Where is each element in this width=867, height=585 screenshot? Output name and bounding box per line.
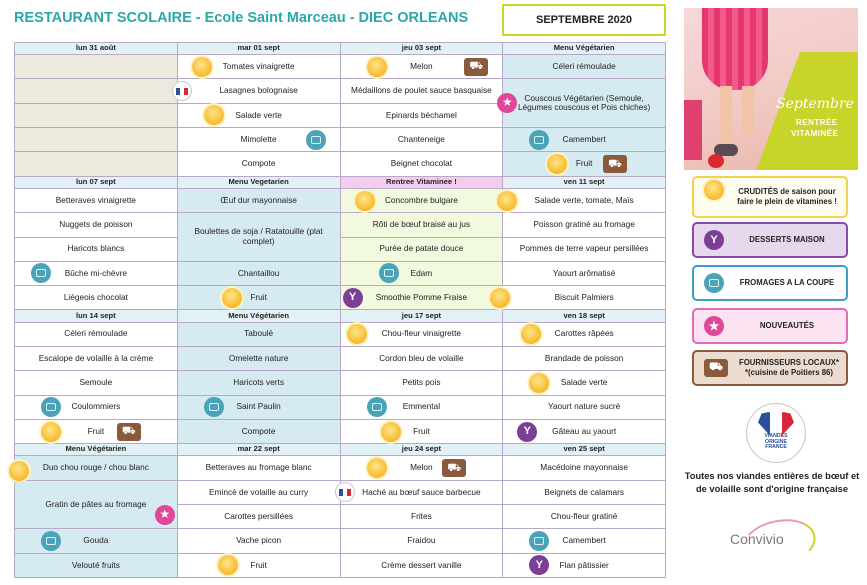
menu-item: Petits pois bbox=[402, 377, 441, 388]
menu-cell bbox=[340, 322, 503, 346]
menu-item: Carottes râpées bbox=[554, 328, 614, 339]
menu-item: Brandade de poisson bbox=[544, 352, 624, 363]
sun-icon bbox=[497, 191, 517, 211]
menu-item: Gâteau au yaourt bbox=[552, 425, 617, 436]
menu-item: Omelette nature bbox=[228, 352, 289, 363]
menu-cell bbox=[340, 419, 503, 443]
menu-item: Couscous Végétarien (Semoule, Légumes couscous et Pois chiches) bbox=[517, 92, 651, 113]
promo-bag bbox=[684, 100, 702, 160]
menu-item: Céleri rémoulade bbox=[552, 61, 616, 72]
menu-cell bbox=[503, 286, 666, 310]
legend-label: FROMAGES A LA COUPE bbox=[739, 278, 835, 288]
menu-item: Tomates vinaigrette bbox=[222, 61, 295, 72]
menu-item: Betteraves vinaigrette bbox=[55, 194, 136, 205]
cheese-icon bbox=[379, 263, 399, 283]
menu-cell bbox=[15, 480, 178, 529]
menu-row bbox=[15, 371, 666, 395]
menu-item: Haricots blancs bbox=[67, 243, 125, 254]
legend-line: FOURNISSEURS LOCAUX* bbox=[738, 358, 840, 368]
menu-cell bbox=[340, 371, 503, 395]
day-header: mar 22 sept bbox=[177, 444, 340, 456]
menu-cell bbox=[177, 371, 340, 395]
menu-cell bbox=[177, 504, 340, 528]
menu-item: Gratin de pâtes au fromage bbox=[45, 498, 147, 509]
viandes-france-logo bbox=[746, 403, 806, 463]
menu-item: Taboulé bbox=[244, 328, 274, 339]
menu-item: Biscuit Palmiers bbox=[554, 292, 614, 303]
menu-cell bbox=[340, 237, 503, 261]
promo-leg bbox=[742, 86, 754, 138]
menu-cell bbox=[177, 79, 340, 103]
day-header: jeu 03 sept bbox=[340, 43, 503, 55]
page-title: RESTAURANT SCOLAIRE - Ecole Saint Marceau - DIEC ORLEANS bbox=[14, 10, 469, 26]
menu-row bbox=[15, 128, 666, 152]
star-icon: ★ bbox=[155, 505, 175, 525]
tractor-icon: ⛟ bbox=[442, 459, 466, 477]
menu-cell bbox=[177, 322, 340, 346]
menu-cell bbox=[177, 395, 340, 419]
menu-item: Rôti de bœuf braisé au jus bbox=[372, 219, 471, 230]
menu-item: Médaillons de poulet sauce basquaise bbox=[351, 85, 492, 96]
menu-item: Poisson gratiné au fromage bbox=[533, 219, 635, 230]
tractor-icon: ⛟ bbox=[117, 423, 141, 441]
menu-cell bbox=[340, 213, 503, 237]
dessert-icon: Y bbox=[343, 288, 363, 308]
menu-cell bbox=[503, 237, 666, 261]
menu-item: Lasagnes bolognaise bbox=[219, 85, 298, 96]
tractor-icon: ⛟ bbox=[704, 359, 728, 377]
cheese-icon bbox=[41, 397, 61, 417]
legend-nouveautes bbox=[692, 308, 848, 344]
menu-row bbox=[15, 237, 666, 261]
week-3-header-row bbox=[15, 310, 666, 322]
menu-item: Fruit bbox=[250, 559, 267, 570]
menu-cell bbox=[503, 395, 666, 419]
menu-item: Escalope de volaille à la crème bbox=[38, 352, 154, 363]
legend-fournisseurs bbox=[692, 350, 848, 386]
menu-cell bbox=[503, 213, 666, 237]
menu-item: Betteraves au fromage blanc bbox=[205, 462, 312, 473]
menu-cell bbox=[503, 529, 666, 553]
menu-item: Boulettes de soja / Ratatouille (plat complet) bbox=[194, 226, 323, 246]
menu-item: Duo chou rouge / chou blanc bbox=[42, 462, 149, 473]
menu-cell bbox=[177, 456, 340, 480]
origin-note-line: de volaille sont d'origine française bbox=[695, 483, 849, 494]
menu-cell bbox=[177, 419, 340, 443]
menu-row bbox=[15, 419, 666, 443]
menu-item: Vache picon bbox=[236, 535, 282, 546]
menu-cell bbox=[503, 188, 666, 212]
sun-icon bbox=[381, 422, 401, 442]
sun-icon bbox=[222, 288, 242, 308]
menu-cell bbox=[15, 213, 178, 237]
menu-cell bbox=[340, 504, 503, 528]
sun-icon bbox=[204, 105, 224, 125]
menu-item: Fraidou bbox=[407, 535, 436, 546]
menu-item: Salade verte bbox=[235, 109, 282, 120]
menu-grid bbox=[14, 42, 666, 578]
menu-cell bbox=[503, 322, 666, 346]
star-icon: ★ bbox=[497, 93, 517, 113]
menu-row bbox=[15, 55, 666, 79]
menu-item: Beignet chocolat bbox=[390, 158, 453, 169]
day-header: jeu 24 sept bbox=[340, 444, 503, 456]
menu-cell bbox=[340, 79, 503, 103]
menu-item: Velouté fruits bbox=[71, 559, 120, 570]
cheese-icon bbox=[529, 531, 549, 551]
menu-item: Salade verte, tomate, Maïs bbox=[534, 194, 634, 205]
cheese-icon bbox=[31, 263, 51, 283]
day-header: ven 11 sept bbox=[503, 176, 666, 188]
menu-row bbox=[15, 480, 666, 504]
menu-cell bbox=[340, 286, 503, 310]
menu-cell bbox=[340, 152, 503, 176]
menu-item: Beignets de calamars bbox=[544, 486, 625, 497]
day-header: Menu Végétarien bbox=[177, 310, 340, 322]
menu-item: Fruit bbox=[87, 425, 105, 436]
french-meat-icon bbox=[172, 81, 192, 101]
menu-item: Céleri rémoulade bbox=[64, 328, 128, 339]
menu-item: Melon bbox=[410, 462, 433, 473]
day-header: Menu Végétarien bbox=[503, 43, 666, 55]
menu-cell bbox=[177, 188, 340, 212]
day-header: jeu 17 sept bbox=[340, 310, 503, 322]
menu-cell bbox=[177, 213, 340, 262]
menu-cell bbox=[340, 395, 503, 419]
origin-note bbox=[672, 470, 867, 495]
menu-item: Semoule bbox=[79, 377, 113, 388]
menu-row bbox=[15, 346, 666, 370]
menu-row bbox=[15, 322, 666, 346]
menu-item: Œuf dur mayonnaise bbox=[220, 194, 297, 205]
sun-icon bbox=[547, 154, 567, 174]
menu-item: Gouda bbox=[83, 535, 109, 546]
cheese-icon bbox=[367, 397, 387, 417]
menu-cell bbox=[177, 152, 340, 176]
menu-cell bbox=[15, 419, 178, 443]
menu-cell bbox=[340, 103, 503, 127]
menu-row bbox=[15, 529, 666, 553]
sun-icon bbox=[704, 180, 724, 200]
legend-desserts bbox=[692, 222, 848, 258]
sun-icon bbox=[367, 458, 387, 478]
day-header: ven 25 sept bbox=[503, 444, 666, 456]
menu-cell bbox=[503, 261, 666, 285]
dessert-icon: Y bbox=[517, 422, 537, 442]
cheese-icon bbox=[204, 397, 224, 417]
menu-item: Flan pâtissier bbox=[559, 559, 609, 570]
dessert-icon: Y bbox=[529, 555, 549, 575]
promo-month: Septembre bbox=[776, 96, 854, 112]
menu-cell bbox=[340, 529, 503, 553]
menu-row bbox=[15, 188, 666, 212]
menu-cell bbox=[340, 261, 503, 285]
menu-cell bbox=[177, 55, 340, 79]
menu-cell-empty bbox=[15, 79, 178, 103]
menu-cell-empty bbox=[15, 152, 178, 176]
menu-item: Purée de patate douce bbox=[379, 243, 464, 254]
menu-cell bbox=[340, 346, 503, 370]
menu-item: Carottes persillées bbox=[224, 510, 293, 521]
cheese-icon bbox=[529, 130, 549, 150]
menu-cell-empty bbox=[15, 55, 178, 79]
menu-row bbox=[15, 395, 666, 419]
star-icon: ★ bbox=[704, 316, 724, 336]
menu-cell bbox=[15, 322, 178, 346]
menu-cell bbox=[503, 504, 666, 528]
menu-cell bbox=[177, 103, 340, 127]
menu-item: Yaourt nature sucré bbox=[547, 401, 621, 412]
day-header: lun 07 sept bbox=[15, 176, 178, 188]
menu-cell bbox=[503, 553, 666, 577]
menu-cell bbox=[177, 346, 340, 370]
menu-cell bbox=[15, 286, 178, 310]
menu-item: Mimolette bbox=[240, 133, 277, 144]
menu-cell bbox=[177, 480, 340, 504]
menu-item: Epinards béchamel bbox=[385, 109, 457, 120]
menu-cell bbox=[177, 529, 340, 553]
menu-item: Fruit bbox=[575, 158, 593, 169]
menu-cell bbox=[177, 261, 340, 285]
menu-item: Camembert bbox=[562, 133, 606, 144]
menu-cell bbox=[503, 55, 666, 79]
menu-item: Nuggets de poisson bbox=[59, 219, 133, 230]
menu-cell bbox=[177, 128, 340, 152]
menu-cell bbox=[15, 456, 178, 480]
menu-cell bbox=[15, 237, 178, 261]
menu-cell bbox=[15, 346, 178, 370]
promo-dress bbox=[702, 8, 768, 90]
week-1-header-row bbox=[15, 43, 666, 55]
menu-cell bbox=[503, 152, 666, 176]
menu-item: Chanteneige bbox=[397, 133, 445, 144]
menu-item: Crème dessert vanille bbox=[381, 559, 462, 570]
menu-item: Haricots verts bbox=[233, 377, 284, 388]
legend-fromages bbox=[692, 265, 848, 301]
tractor-icon: ⛟ bbox=[464, 58, 488, 76]
french-meat-icon bbox=[335, 482, 355, 502]
sun-icon bbox=[521, 324, 541, 344]
menu-cell bbox=[503, 480, 666, 504]
promo-line-2: VITAMINÉE bbox=[791, 129, 839, 138]
cheese-icon bbox=[41, 531, 61, 551]
menu-cell bbox=[340, 188, 503, 212]
sun-icon bbox=[347, 324, 367, 344]
sun-icon bbox=[41, 422, 61, 442]
menu-cell bbox=[15, 261, 178, 285]
sun-icon bbox=[218, 555, 238, 575]
brand-logo: Convivio bbox=[730, 531, 784, 547]
menu-cell bbox=[340, 553, 503, 577]
menu-cell bbox=[15, 395, 178, 419]
week-2-header-row bbox=[15, 176, 666, 188]
menu-cell bbox=[503, 456, 666, 480]
menu-item: Frites bbox=[411, 510, 432, 521]
cheese-icon bbox=[704, 273, 724, 293]
week-4-header-row bbox=[15, 444, 666, 456]
menu-cell-empty bbox=[15, 128, 178, 152]
menu-item: Smoothie Pomme Fraise bbox=[375, 292, 468, 303]
sun-icon bbox=[192, 57, 212, 77]
sun-icon bbox=[9, 461, 29, 481]
sun-icon bbox=[529, 373, 549, 393]
day-header: Rentree Vitaminee ! bbox=[340, 176, 503, 188]
menu-cell bbox=[503, 346, 666, 370]
day-header: Menu Vegetarien bbox=[177, 176, 340, 188]
menu-row bbox=[15, 456, 666, 480]
menu-item: Emincé de volaille au curry bbox=[209, 486, 309, 497]
menu-item: Fruit bbox=[250, 292, 267, 303]
menu-cell bbox=[15, 553, 178, 577]
day-header: lun 31 août bbox=[15, 43, 178, 55]
legend-label bbox=[736, 358, 846, 377]
menu-item: Saint Paulin bbox=[236, 401, 281, 412]
menu-cell bbox=[503, 79, 666, 128]
menu-item: Camembert bbox=[562, 535, 606, 546]
legend-label: NOUVEAUTÉS bbox=[759, 321, 815, 331]
menu-item: Compote bbox=[241, 425, 276, 436]
menu-item: Bûche mi-chèvre bbox=[64, 267, 127, 278]
menu-row bbox=[15, 213, 666, 237]
menu-item: Emmental bbox=[402, 401, 441, 412]
menu-cell bbox=[503, 419, 666, 443]
menu-cell bbox=[340, 128, 503, 152]
menu-item: Compote bbox=[241, 158, 276, 169]
menu-item: Fruit bbox=[413, 425, 430, 436]
origin-note-line: Toutes nos viandes entières de bœuf et bbox=[684, 471, 860, 481]
day-header: Menu Végétarien bbox=[15, 444, 178, 456]
menu-cell bbox=[15, 529, 178, 553]
dessert-icon: Y bbox=[704, 230, 724, 250]
menu-item: Chou-fleur gratiné bbox=[550, 510, 618, 521]
promo-line-1: RENTRÉE bbox=[796, 118, 838, 127]
menu-item: Yaourt arômatisé bbox=[552, 267, 616, 278]
cheese-icon bbox=[306, 130, 326, 150]
legend-label: CRUDITÉS de saison pour faire le plein de vitamines ! bbox=[737, 187, 837, 206]
menu-item: Pommes de terre vapeur persillées bbox=[519, 243, 649, 254]
menu-cell bbox=[340, 480, 503, 504]
logo-text: VIANDES ORIGINE FRANCE bbox=[764, 433, 788, 451]
menu-row bbox=[15, 152, 666, 176]
sun-icon bbox=[367, 57, 387, 77]
menu-item: Edam bbox=[410, 267, 433, 278]
menu-row bbox=[15, 79, 666, 103]
menu-item: Haché au bœuf sauce barbecue bbox=[362, 486, 481, 497]
menu-cell bbox=[340, 456, 503, 480]
menu-cell bbox=[177, 286, 340, 310]
menu-cell-empty bbox=[15, 103, 178, 127]
tractor-icon: ⛟ bbox=[603, 155, 627, 173]
menu-item: Coulommiers bbox=[71, 401, 121, 412]
menu-row bbox=[15, 553, 666, 577]
promo-leg bbox=[720, 86, 732, 146]
menu-row bbox=[15, 261, 666, 285]
day-header: mar 01 sept bbox=[177, 43, 340, 55]
menu-row bbox=[15, 286, 666, 310]
menu-item: Salade verte bbox=[560, 377, 608, 388]
menu-cell bbox=[15, 188, 178, 212]
month-label: SEPTEMBRE 2020 bbox=[502, 4, 666, 36]
legend-label: DESSERTS MAISON bbox=[749, 235, 825, 245]
day-header: ven 18 sept bbox=[503, 310, 666, 322]
menu-item: Macédoine mayonnaise bbox=[540, 462, 628, 473]
menu-item: Chantaillou bbox=[237, 267, 280, 278]
menu-item: Melon bbox=[410, 61, 433, 72]
sun-icon bbox=[355, 191, 375, 211]
legend-crudites bbox=[692, 176, 848, 218]
menu-cell bbox=[503, 128, 666, 152]
apple-icon bbox=[708, 154, 724, 168]
menu-cell bbox=[340, 55, 503, 79]
menu-cell bbox=[15, 371, 178, 395]
legend-line: *(cuisine de Poitiers 86) bbox=[745, 368, 833, 377]
promo-image bbox=[684, 8, 858, 170]
menu-item: Chou-fleur vinaigrette bbox=[381, 328, 462, 339]
menu-item: Liégeois chocolat bbox=[63, 292, 128, 303]
menu-item: Concombre bulgare bbox=[384, 194, 458, 205]
day-header: lun 14 sept bbox=[15, 310, 178, 322]
menu-item: Cordon bleu de volaille bbox=[379, 352, 464, 363]
menu-cell bbox=[177, 553, 340, 577]
menu-cell bbox=[503, 371, 666, 395]
